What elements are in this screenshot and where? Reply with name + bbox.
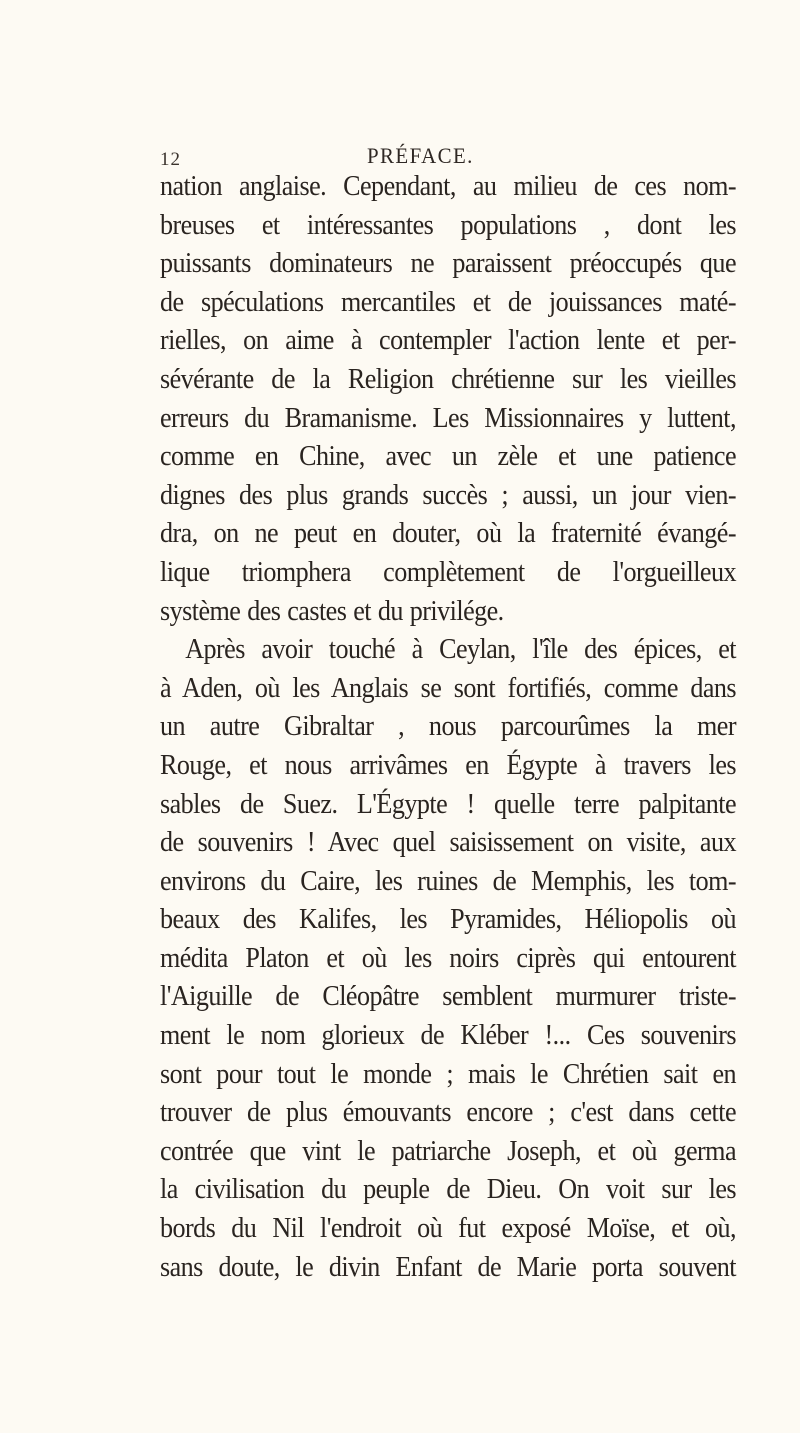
text-line: comme en Chine, avec un zèle et une patience (160, 440, 736, 473)
text-line: erreurs du Bramanisme. Les Missionnaires y luttent, (160, 401, 736, 434)
paragraph-end-line: système des castes et du privilége. (160, 594, 504, 627)
body-text (160, 167, 736, 1286)
paragraph-start-line: Après avoir touché à Ceylan, l'île des épices, et (185, 633, 736, 666)
text-line: beaux des Kalifes, les Pyramides, Héliopolis où (160, 903, 736, 936)
text-line: dignes des plus grands succès ; aussi, un jour vien- (160, 478, 736, 511)
text-line: de spéculations mercantiles et de jouissances maté- (160, 285, 736, 318)
text-line: lique triomphera complètement de l'orgueilleux (160, 555, 736, 588)
text-line: un autre Gibraltar , nous parcourûmes la mer (160, 710, 736, 743)
text-line: breuses et intéressantes populations , dont les (160, 208, 736, 241)
text-line: bords du Nil l'endroit où fut exposé Moïse, et où, (160, 1212, 736, 1245)
text-line: sont pour tout le monde ; mais le Chrétien sait en (160, 1057, 736, 1090)
text-line: ment le nom glorieux de Kléber !... Ces souvenirs (160, 1019, 736, 1052)
text-line: à Aden, où les Anglais se sont fortifiés, comme dans (160, 671, 736, 704)
text-line: sévérante de la Religion chrétienne sur les vieilles (160, 362, 736, 395)
text-line: sans doute, le divin Enfant de Marie porta souvent (160, 1250, 736, 1283)
text-line: la civilisation du peuple de Dieu. On voit sur les (160, 1173, 736, 1206)
text-line: contrée que vint le patriarche Joseph, et où germa (160, 1134, 736, 1167)
text-line: l'Aiguille de Cléopâtre semblent murmurer triste- (160, 980, 736, 1013)
text-line: nation anglaise. Cependant, au milieu de ces nom- (160, 170, 736, 202)
text-line: dra, on ne peut en douter, où la fraternité évangé- (160, 517, 736, 550)
text-line: de souvenirs ! Avec quel saisissement on visite, aux (160, 826, 736, 859)
section-title: PRÉFACE. (367, 143, 474, 168)
text-line: médita Platon et où les noirs ciprès qui entourent (160, 941, 736, 974)
text-line: puissants dominateurs ne paraissent préoccupés que (160, 247, 736, 280)
text-line: trouver de plus émouvants encore ; c'est dans cette (160, 1096, 736, 1129)
text-line: rielles, on aime à contempler l'action lente et per- (160, 324, 736, 357)
page-number: 12 (160, 149, 181, 170)
text-line: Rouge, et nous arrivâmes en Égypte à travers les (160, 748, 736, 781)
text-line: sables de Suez. L'Égypte ! quelle terre palpitante (160, 787, 736, 820)
text-line: environs du Caire, les ruines de Memphis, les tom- (160, 864, 736, 897)
